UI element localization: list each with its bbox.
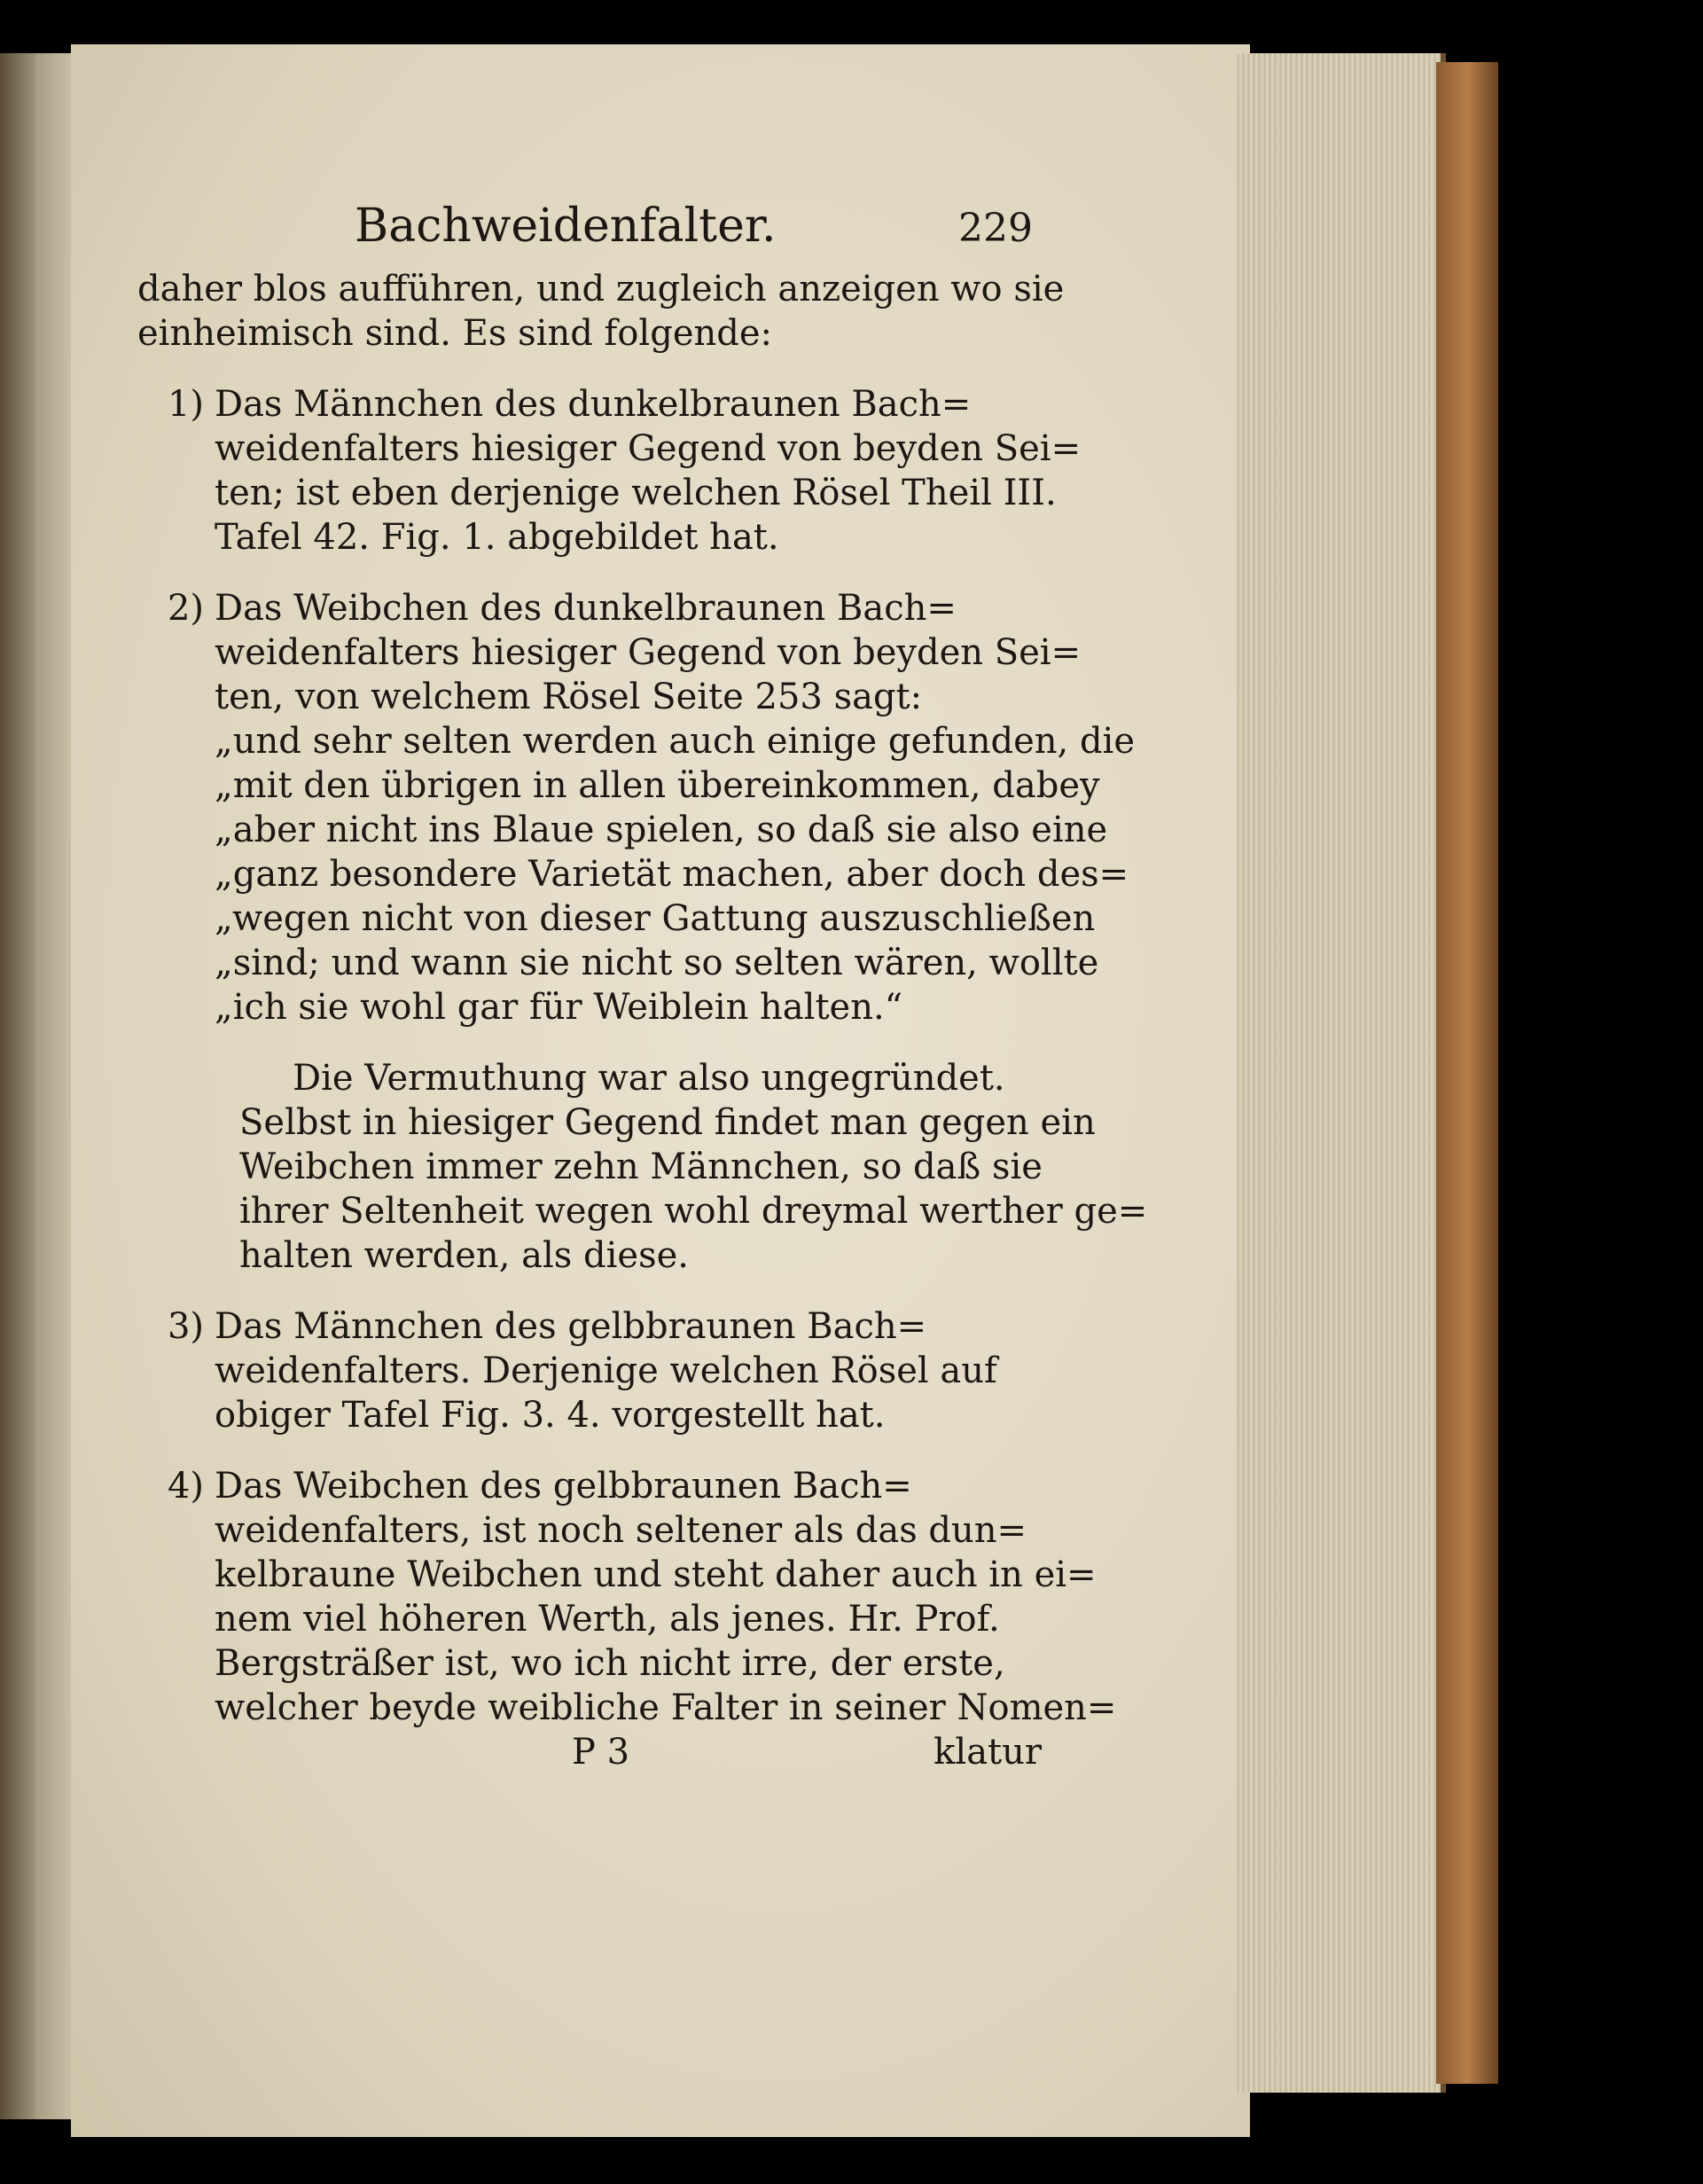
text-line: halten werden, als diese. bbox=[239, 1235, 689, 1276]
text-line: „und sehr selten werden auch einige gefunden, die bbox=[215, 721, 1136, 762]
running-title: Bachweidenfalter. bbox=[355, 200, 777, 253]
text-line: ihrer Seltenheit wegen wohl dreymal werther ge= bbox=[239, 1191, 1148, 1232]
text-line: „ich sie wohl gar für Weiblein halten.“ bbox=[215, 987, 903, 1028]
signature-mark: P 3 bbox=[572, 1732, 630, 1773]
text-line: weidenfalters hiesiger Gegend von beyden Sei= bbox=[215, 428, 1082, 469]
item-number: 2) bbox=[167, 588, 204, 629]
text-line: „ganz besondere Varietät machen, aber doch des= bbox=[215, 854, 1129, 895]
text-line: Bergsträßer ist, wo ich nicht irre, der erste, bbox=[215, 1643, 1005, 1684]
text-line: Das Männchen des dunkelbraunen Bach= bbox=[215, 384, 972, 425]
text-line: Selbst in hiesiger Gegend findet man gegen ein bbox=[239, 1102, 1096, 1143]
text-line: kelbraune Weibchen und steht daher auch in ei= bbox=[215, 1554, 1097, 1595]
text-line: „aber nicht ins Blaue spielen, so daß sie also eine bbox=[215, 810, 1108, 850]
list-item bbox=[137, 586, 1136, 1029]
book-cover bbox=[1436, 62, 1498, 2084]
item-number: 1) bbox=[167, 384, 204, 425]
text-line: Die Vermuthung war also ungegründet. bbox=[293, 1058, 1005, 1099]
text-line: nem viel höheren Werth, als jenes. Hr. Prof. bbox=[215, 1599, 1000, 1640]
list-item bbox=[137, 382, 1082, 560]
text-line: „mit den übrigen in allen übereinkommen, dabey bbox=[215, 765, 1100, 806]
text-line: weidenfalters hiesiger Gegend von beyden Sei= bbox=[215, 632, 1082, 673]
text-line: „sind; und wann sie nicht so selten wären, wollte bbox=[215, 943, 1099, 983]
item-number: 3) bbox=[167, 1306, 204, 1347]
intro-paragraph bbox=[137, 267, 1065, 356]
list-item bbox=[137, 1304, 1042, 1437]
item-number: 4) bbox=[167, 1466, 204, 1507]
page-text bbox=[137, 200, 1148, 1774]
catchword: klatur bbox=[934, 1732, 1042, 1773]
text-line: welcher beyde weibliche Falter in seiner Nomen= bbox=[215, 1687, 1117, 1728]
text-line: einheimisch sind. Es sind folgende: bbox=[137, 313, 773, 354]
text-line: Weibchen immer zehn Männchen, so daß sie bbox=[239, 1147, 1043, 1187]
text-line: Das Weibchen des dunkelbraunen Bach= bbox=[215, 588, 957, 629]
page-edges bbox=[1237, 53, 1446, 2093]
text-line: „wegen nicht von dieser Gattung auszuschließen bbox=[215, 898, 1096, 939]
text-line: obiger Tafel Fig. 3. 4. vorgestellt hat. bbox=[215, 1395, 886, 1436]
page-footer bbox=[137, 1730, 1042, 1774]
page-header bbox=[355, 200, 1042, 253]
text-line: Das Weibchen des gelbbraunen Bach= bbox=[215, 1466, 912, 1507]
text-line: Das Männchen des gelbbraunen Bach= bbox=[215, 1306, 927, 1347]
page-number: 229 bbox=[958, 206, 1033, 251]
text-line: weidenfalters. Derjenige welchen Rösel auf bbox=[215, 1350, 997, 1391]
list-item bbox=[137, 1464, 1117, 1730]
text-line: ten; ist eben derjenige welchen Rösel Theil III. bbox=[215, 473, 1057, 513]
text-line: ten, von welchem Rösel Seite 253 sagt: bbox=[215, 677, 923, 717]
text-line: Tafel 42. Fig. 1. abgebildet hat. bbox=[215, 517, 779, 558]
note-paragraph bbox=[137, 1056, 1148, 1278]
text-line: daher blos aufführen, und zugleich anzeigen wo sie bbox=[137, 269, 1065, 309]
text-line: weidenfalters, ist noch seltener als das dun= bbox=[215, 1510, 1027, 1551]
